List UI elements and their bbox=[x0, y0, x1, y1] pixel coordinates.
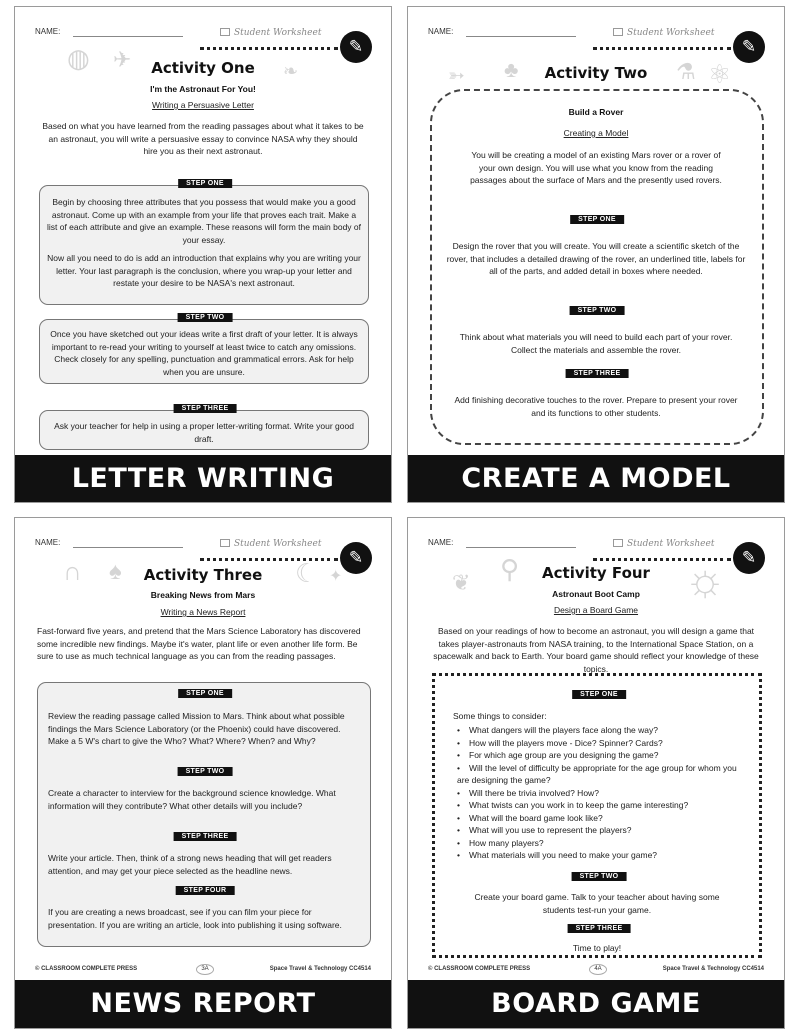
steps-box bbox=[37, 682, 371, 947]
step-three-text: Write your article. Then, think of a strong news heading that will get readers attention, and may get your piece selected as the headline news. bbox=[48, 853, 332, 876]
document-icon bbox=[220, 539, 230, 547]
dotted-divider bbox=[200, 47, 338, 50]
pencil-icon: ✎ bbox=[733, 542, 765, 574]
leaf-icon: ❧ bbox=[283, 61, 299, 81]
step-two-text: Think about what materials you will need to build each part of your rover. Collect the materials and assemble the rover. bbox=[459, 332, 733, 355]
name-line bbox=[73, 547, 183, 548]
step-two-text: Once you have sketched out your ideas write a first draft of your letter. It is always important to re-read your writing to yourself at least twice to catch any omissions. Check closely for any spelling, punctuation and grammatical errors. Ask for help when you are unsure. bbox=[50, 329, 358, 377]
step-one-text-2: Now all you need to do is add an introduction that explains why you are writing your letter. Your last paragraph is the conclusion, where you wrap-up your letter and restate your desire to be NASA's next astronaut. bbox=[47, 253, 361, 288]
activity-subtitle: Build a Rover bbox=[568, 107, 624, 117]
step-one-text: Design the rover that you will create. You will create a scientific sketch of the rover, that includes a detailed drawing of the rover, an underlined title, labels for all of the parts, and added detail in boxes where needed. bbox=[446, 241, 746, 276]
step-three-text: Add finishing decorative touches to the rover. Prepare to present your rover and its functions to other students. bbox=[454, 395, 738, 418]
step-two-text: Create your board game. Talk to your teacher about having some students test-run your game. bbox=[474, 892, 720, 915]
page-number: 3A bbox=[196, 964, 214, 975]
step-two-label: STEP TWO bbox=[570, 306, 625, 315]
worksheet-card-create-a-model[interactable] bbox=[407, 6, 785, 503]
step-one-text: Review the reading passage called Mission to Mars. Think about what possible findings the Mars Science Laboratory (or the Phoenix) could have discovered. Make a 5 W's chart to give the Who? What? Where? When? and Why? bbox=[48, 711, 345, 746]
publisher-footer: © CLASSROOM COMPLETE PRESS bbox=[35, 966, 138, 972]
worksheet-page bbox=[408, 518, 784, 980]
worksheet-page bbox=[408, 7, 784, 455]
step-three-box bbox=[39, 405, 369, 450]
atom-icon: ⚛ bbox=[708, 59, 732, 89]
sun-icon: ☼ bbox=[684, 553, 727, 605]
name-line bbox=[466, 36, 576, 37]
step-four-text: If you are creating a news broadcast, see if you can film your piece for presentation. If you are writing an article, look into publishing it using software. bbox=[48, 907, 342, 930]
skill-label: Writing a News Report bbox=[160, 607, 246, 617]
card-banner: CREATE A MODEL bbox=[408, 455, 784, 502]
worksheet-page bbox=[15, 7, 391, 455]
list-item: • What will you use to represent the players? bbox=[457, 824, 745, 837]
activity-title: Activity Two bbox=[544, 64, 648, 82]
name-line bbox=[73, 36, 183, 37]
list-item: • What twists can you work in to keep the game interesting? bbox=[457, 799, 745, 812]
pencil-icon: ✎ bbox=[340, 542, 372, 574]
bird-icon: ❦ bbox=[452, 570, 471, 595]
activity-title: Activity Three bbox=[143, 566, 263, 584]
worksheet-card-news-report[interactable] bbox=[14, 517, 392, 1029]
list-item: • What will the board game look like? bbox=[457, 812, 745, 825]
step-two-box bbox=[39, 314, 369, 384]
worksheet-page bbox=[15, 518, 391, 980]
document-icon bbox=[220, 28, 230, 36]
student-worksheet-tag: Student Worksheet bbox=[220, 539, 321, 549]
step-two-text: Create a character to interview for the background science knowledge. What information will they contribute? What other details will you include? bbox=[48, 788, 336, 811]
step-one-label: STEP ONE bbox=[570, 215, 624, 224]
publisher-footer: © CLASSROOM COMPLETE PRESS bbox=[428, 966, 531, 972]
pencil-icon: ✎ bbox=[733, 31, 765, 63]
step-three-label: STEP THREE bbox=[174, 404, 237, 413]
magnet-icon: ∩ bbox=[63, 556, 82, 586]
list-item: • How many players? bbox=[457, 837, 745, 850]
step-three-text: Ask your teacher for help in using a proper letter-writing format. Write your good draft. bbox=[54, 421, 354, 444]
skill-label: Design a Board Game bbox=[553, 605, 639, 615]
fish-icon: ➳ bbox=[448, 65, 465, 87]
name-label: NAME: bbox=[428, 27, 454, 36]
pencil-icon: ✎ bbox=[340, 31, 372, 63]
series-footer: Space Travel & Technology CC4514 bbox=[269, 966, 371, 972]
activity-subtitle: Breaking News from Mars bbox=[150, 590, 256, 600]
globe-icon: ◍ bbox=[67, 43, 90, 73]
considerations-list bbox=[457, 724, 745, 862]
flask-icon: ⚗ bbox=[676, 59, 696, 84]
activity-title: Activity One bbox=[151, 59, 255, 77]
name-line bbox=[466, 547, 576, 548]
step-two-label: STEP TWO bbox=[178, 767, 233, 776]
activity-title: Activity Four bbox=[542, 564, 650, 582]
intro-paragraph: You will be creating a model of an existing Mars rover or a rover of your own design. You will use what you know from the reading passages about the surface of Mars and the presently used rovers. bbox=[470, 150, 722, 185]
skill-label: Writing a Persuasive Letter bbox=[152, 100, 254, 110]
considerations-lead: Some things to consider: bbox=[453, 711, 547, 721]
card-banner: LETTER WRITING bbox=[15, 455, 391, 502]
step-three-label: STEP THREE bbox=[566, 369, 629, 378]
step-two-label: STEP TWO bbox=[178, 313, 233, 322]
step-three-label: STEP THREE bbox=[568, 924, 631, 933]
intro-paragraph: Fast-forward five years, and pretend that the Mars Science Laboratory has discovered some incredible new findings. Maybe it's water, plant life or even another life form. Be sure to use as much technical language as you can from the reading passages. bbox=[37, 626, 361, 661]
list-item: • How will the players move - Dice? Spinner? Cards? bbox=[457, 737, 745, 750]
student-worksheet-tag: Student Worksheet bbox=[613, 28, 714, 38]
moon-icon: ☾ bbox=[295, 558, 319, 588]
intro-paragraph: Based on what you have learned from the reading passages about what it takes to be an astronaut, you will write a persuasive essay to convince NASA why they should hire you as their next astronaut. bbox=[42, 121, 364, 156]
student-worksheet-tag: Student Worksheet bbox=[220, 28, 321, 38]
intro-paragraph: Based on your readings of how to become an astronaut, you will design a game that takes player-astronauts from NASA training, to the International Space Station, on a spacewalk and back to Earth. Your board game should reflect your knowledge of these topics. bbox=[433, 626, 759, 674]
step-one-text: Begin by choosing three attributes that you possess that would make you a good astronaut. Come up with an example from your life that proves each trait. Make a list of each attribute and give an example. These reasons will form the main body of your essay. bbox=[46, 197, 362, 245]
card-banner: NEWS REPORT bbox=[15, 980, 391, 1028]
magnifier-icon: ⚲ bbox=[500, 554, 520, 584]
name-label: NAME: bbox=[35, 27, 61, 36]
list-item: • What dangers will the players face along the way? bbox=[457, 724, 745, 737]
activity-subtitle: Astronaut Boot Camp bbox=[552, 589, 640, 599]
list-item: • What materials will you need to make your game? bbox=[457, 849, 745, 862]
shuttle-icon: ✈ bbox=[113, 47, 132, 72]
name-label: NAME: bbox=[35, 538, 61, 547]
worksheet-card-board-game[interactable] bbox=[407, 517, 785, 1029]
step-three-text: Time to play! bbox=[572, 943, 622, 953]
step-one-label: STEP ONE bbox=[178, 689, 232, 698]
corn-icon: ♣ bbox=[504, 57, 519, 82]
series-footer: Space Travel & Technology CC4514 bbox=[662, 966, 764, 972]
document-icon bbox=[613, 539, 623, 547]
step-one-label: STEP ONE bbox=[178, 179, 232, 188]
tree-icon: ♠ bbox=[109, 558, 122, 585]
step-four-label: STEP FOUR bbox=[176, 886, 235, 895]
student-worksheet-tag: Student Worksheet bbox=[613, 539, 714, 549]
document-icon bbox=[613, 28, 623, 36]
worksheet-card-letter-writing[interactable] bbox=[14, 6, 392, 503]
card-banner: BOARD GAME bbox=[408, 980, 784, 1028]
dotted-divider bbox=[593, 47, 731, 50]
step-one-label: STEP ONE bbox=[572, 690, 626, 699]
list-item: • Will the level of difficulty be appropriate for the age group for whom you are designing the game? bbox=[457, 762, 745, 787]
step-two-label: STEP TWO bbox=[572, 872, 627, 881]
activity-subtitle: I'm the Astronaut For You! bbox=[150, 84, 256, 94]
steps-dotted-frame bbox=[432, 673, 762, 958]
list-item: • For which age group are you designing the game? bbox=[457, 749, 745, 762]
list-item: • Will there be trivia involved? How? bbox=[457, 787, 745, 800]
page-number: 4A bbox=[589, 964, 607, 975]
stars-icon: ✦ bbox=[329, 568, 343, 585]
step-three-label: STEP THREE bbox=[174, 832, 237, 841]
skill-label: Creating a Model bbox=[563, 128, 629, 138]
name-label: NAME: bbox=[428, 538, 454, 547]
step-one-box bbox=[39, 180, 369, 305]
